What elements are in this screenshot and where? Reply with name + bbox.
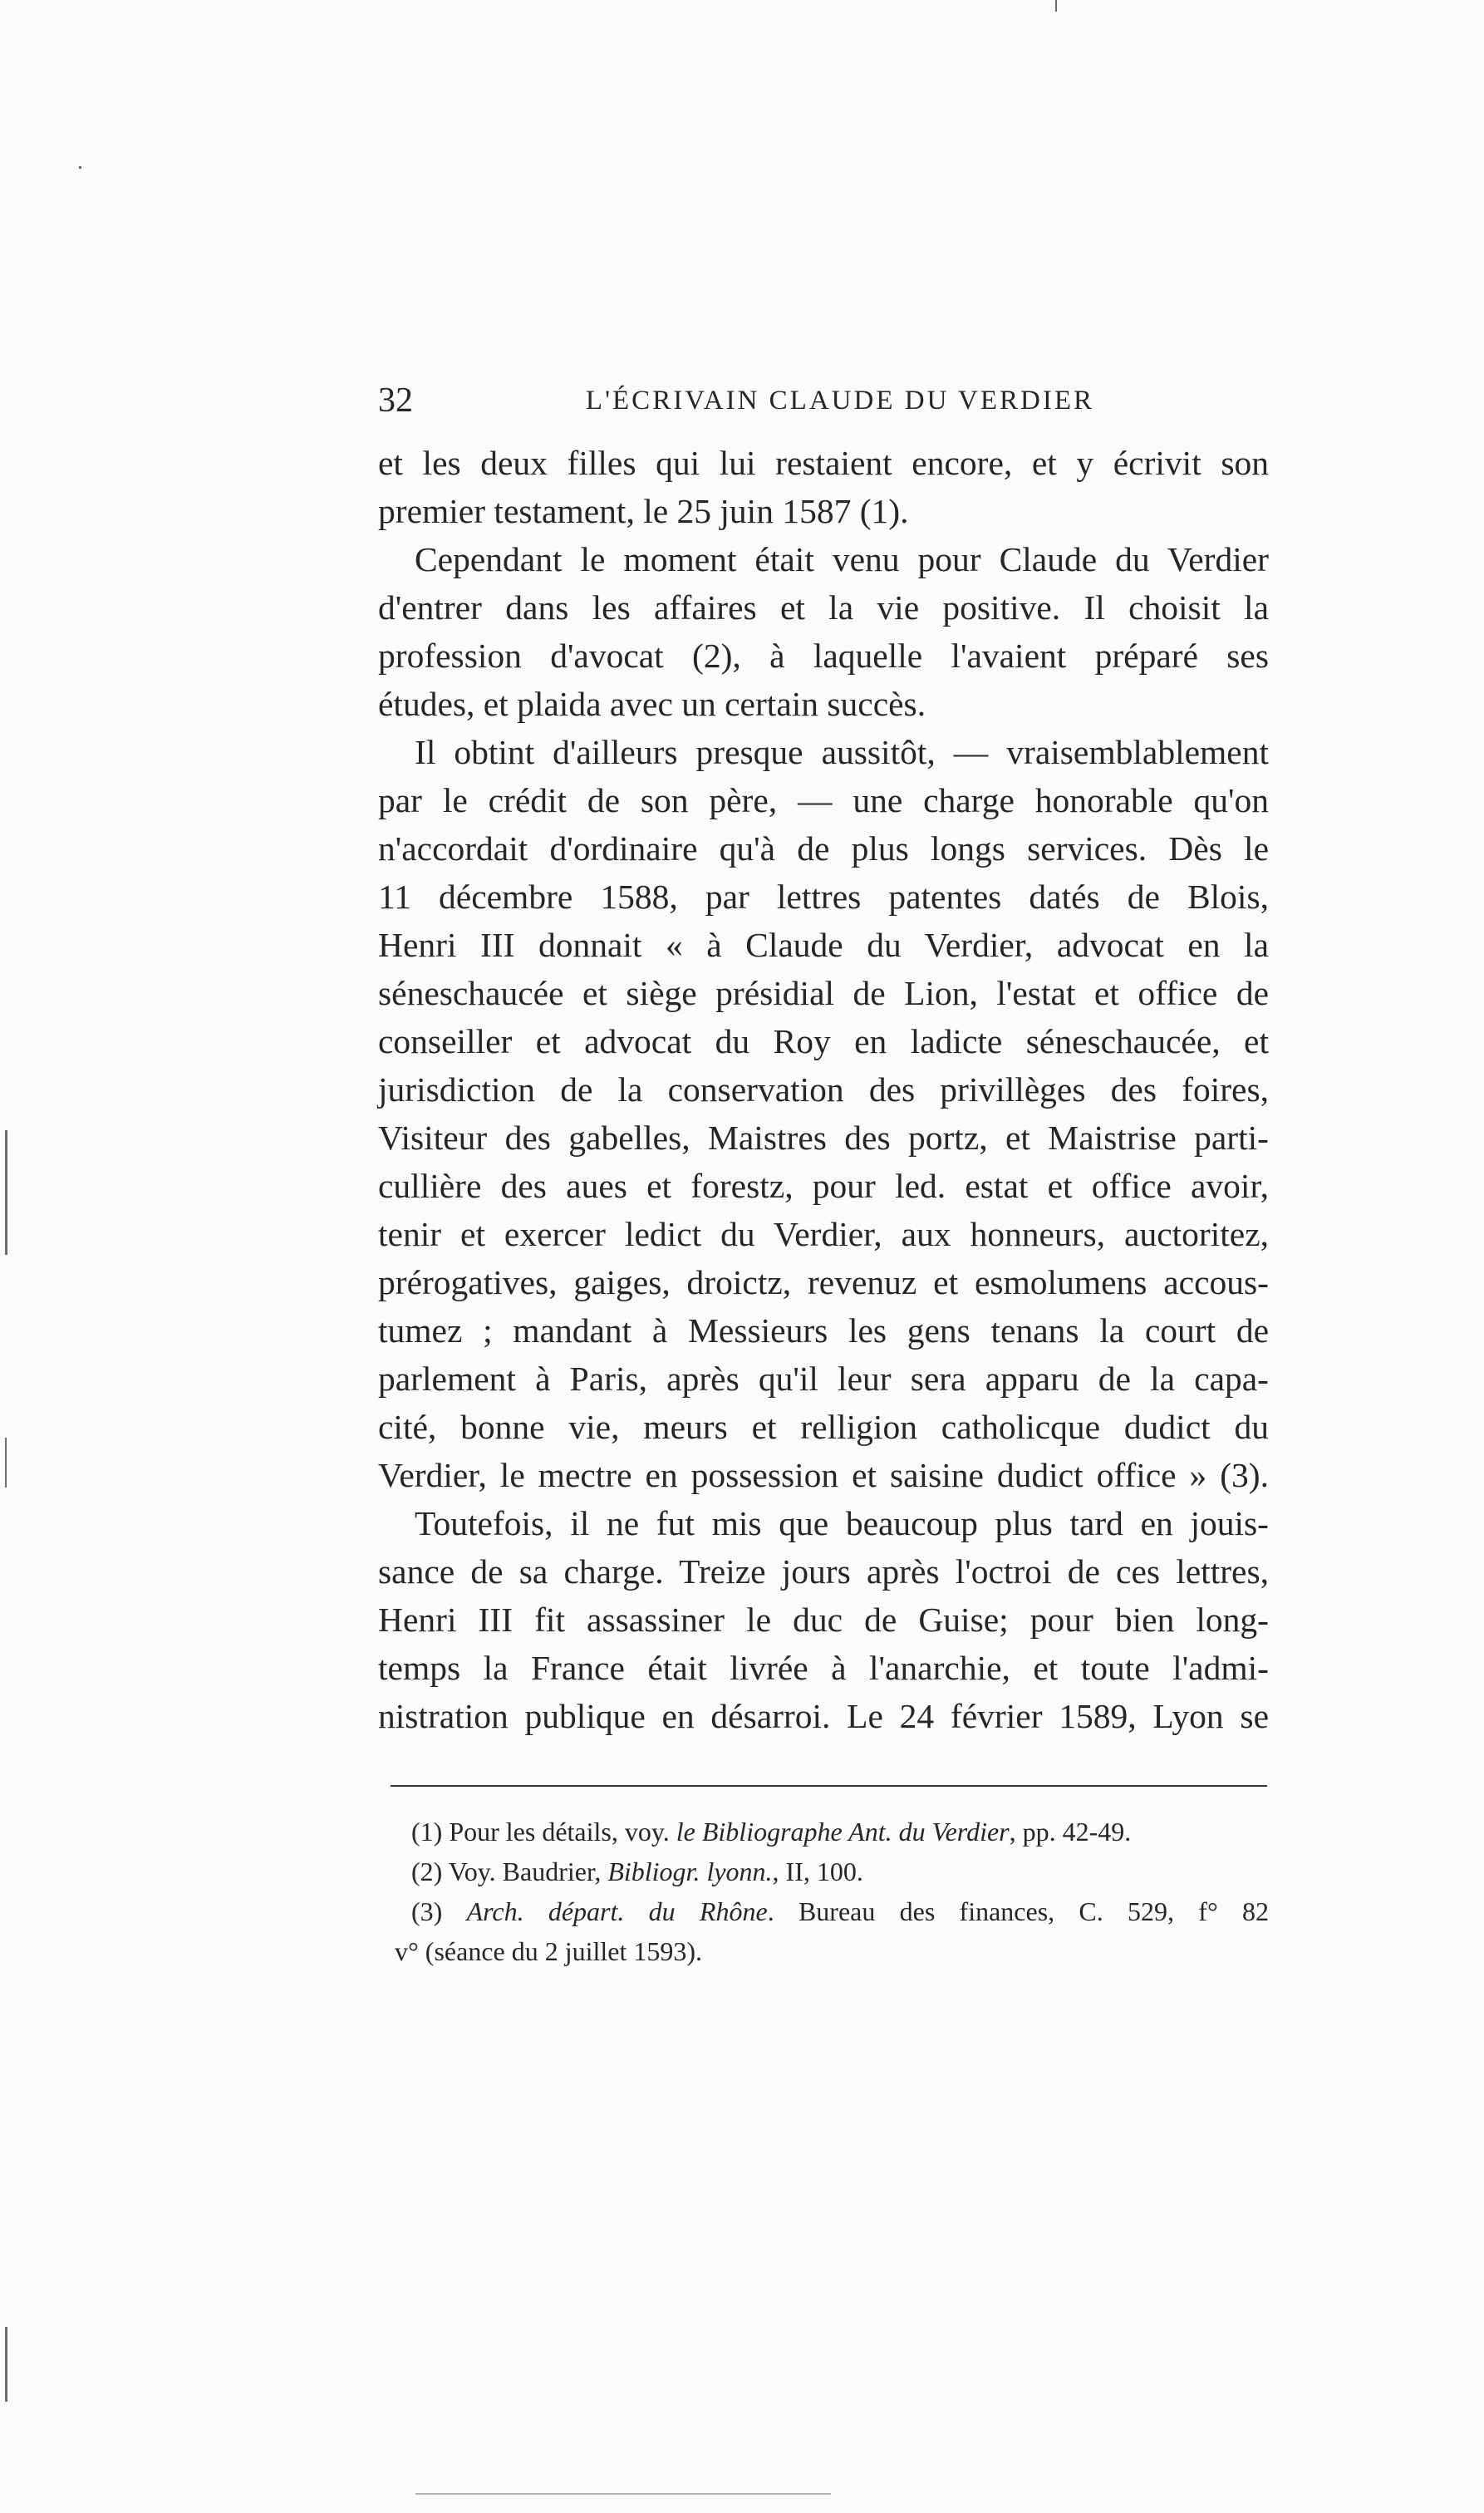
footnote-text: . Bureau des finances, C. 529, f° 82 <box>767 1896 1270 1926</box>
footnote-title: Bibliogr. lyonn. <box>607 1856 773 1886</box>
text-line: jurisdiction de la conservation des privillèges des foires, <box>378 1070 1269 1109</box>
text-line: Visiteur des gabelles, Maistres des portz, et Maistrise parti- <box>378 1119 1269 1157</box>
text-line: temps la France était livrée à l'anarchie, et toute l'admi- <box>378 1649 1269 1687</box>
footnote-marker: (3) <box>411 1896 443 1926</box>
footnote-marker: (2) <box>411 1856 443 1886</box>
running-header <box>378 376 1269 425</box>
scan-mark <box>5 1438 7 1488</box>
footnote-text: , pp. 42-49. <box>1009 1817 1132 1847</box>
text-line: études, et plaida avec un certain succès. <box>378 685 926 723</box>
text-line: n'accordait d'ordinaire qu'à de plus longs services. Dès le <box>378 829 1269 868</box>
footnote-marker: (1) <box>411 1817 443 1847</box>
scan-mark <box>415 2493 831 2495</box>
footnote-1 <box>411 1812 1269 1852</box>
body-text <box>378 439 1269 1740</box>
text-line: 11 décembre 1588, par lettres patentes datés de Blois, <box>378 878 1269 916</box>
footnote-separator <box>391 1785 1267 1787</box>
text-line: tumez ; mandant à Messieurs les gens tenans la court de <box>378 1311 1269 1350</box>
footnote-title: Arch. départ. du Rhône <box>466 1896 768 1926</box>
footnote-text: , II, 100. <box>772 1856 863 1886</box>
text-line: prérogatives, gaiges, droictz, revenuz et esmolumens accous- <box>378 1263 1269 1301</box>
scan-mark <box>79 166 81 169</box>
footnote-text: Voy. Baudrier, <box>448 1856 602 1886</box>
text-line: par le crédit de son père, — une charge honorable qu'on <box>378 781 1269 819</box>
text-line: Il obtint d'ailleurs presque aussitôt, — vraisemblablement <box>415 733 1269 771</box>
text-line: cité, bonne vie, meurs et relligion catholicque dudict du <box>378 1408 1269 1446</box>
text-line: nistration publique en désarroi. Le 24 février 1589, Lyon se <box>378 1697 1269 1735</box>
footnotes <box>395 1812 1270 1971</box>
text-line: conseiller et advocat du Roy en ladicte séneschaucée, et <box>378 1022 1269 1060</box>
page-number: 32 <box>378 381 413 420</box>
text-line: Toutefois, il ne fut mis que beaucoup plus tard en jouis- <box>415 1504 1269 1542</box>
text-line: profession d'avocat (2), à laquelle l'avaient préparé ses <box>378 637 1269 675</box>
footnote-3-continuation: v° (séance du 2 juillet 1593). <box>395 1936 703 1966</box>
footnote-2 <box>411 1852 1269 1891</box>
footnote-text: Pour les détails, voy. <box>449 1817 670 1847</box>
text-line: séneschaucée et siège présidial de Lion, l'estat et office de <box>378 974 1269 1012</box>
text-line: sance de sa charge. Treize jours après l'octroi de ces lettres, <box>378 1552 1269 1591</box>
text-line: Henri III donnait « à Claude du Verdier, advocat en la <box>378 926 1269 964</box>
text-line: d'entrer dans les affaires et la vie positive. Il choisit la <box>378 588 1269 627</box>
scan-mark <box>5 1130 7 1255</box>
text-line: Cependant le moment était venu pour Claude du Verdier <box>415 540 1269 578</box>
text-line: Henri III fit assassiner le duc de Guise; pour bien long- <box>378 1601 1269 1639</box>
text-line: tenir et exercer ledict du Verdier, aux honneurs, auctoritez, <box>378 1215 1269 1253</box>
text-line: cullière des aues et forestz, pour led. estat et office avoir, <box>378 1167 1269 1205</box>
footnote-title: le Bibliographe Ant. du Verdier <box>676 1817 1010 1847</box>
text-line: Verdier, le mectre en possession et saisine dudict office » (3). <box>378 1456 1269 1494</box>
running-title: L'ÉCRIVAIN CLAUDE DU VERDIER <box>585 386 1095 416</box>
scan-mark <box>1055 0 1057 12</box>
footnote-3 <box>411 1891 1269 1931</box>
text-line: et les deux filles qui lui restaient encore, et y écrivit son <box>378 444 1269 482</box>
text-line: premier testament, le 25 juin 1587 (1). <box>378 492 909 530</box>
scan-mark <box>5 2327 7 2402</box>
text-line: parlement à Paris, après qu'il leur sera apparu de la capa- <box>378 1360 1269 1398</box>
